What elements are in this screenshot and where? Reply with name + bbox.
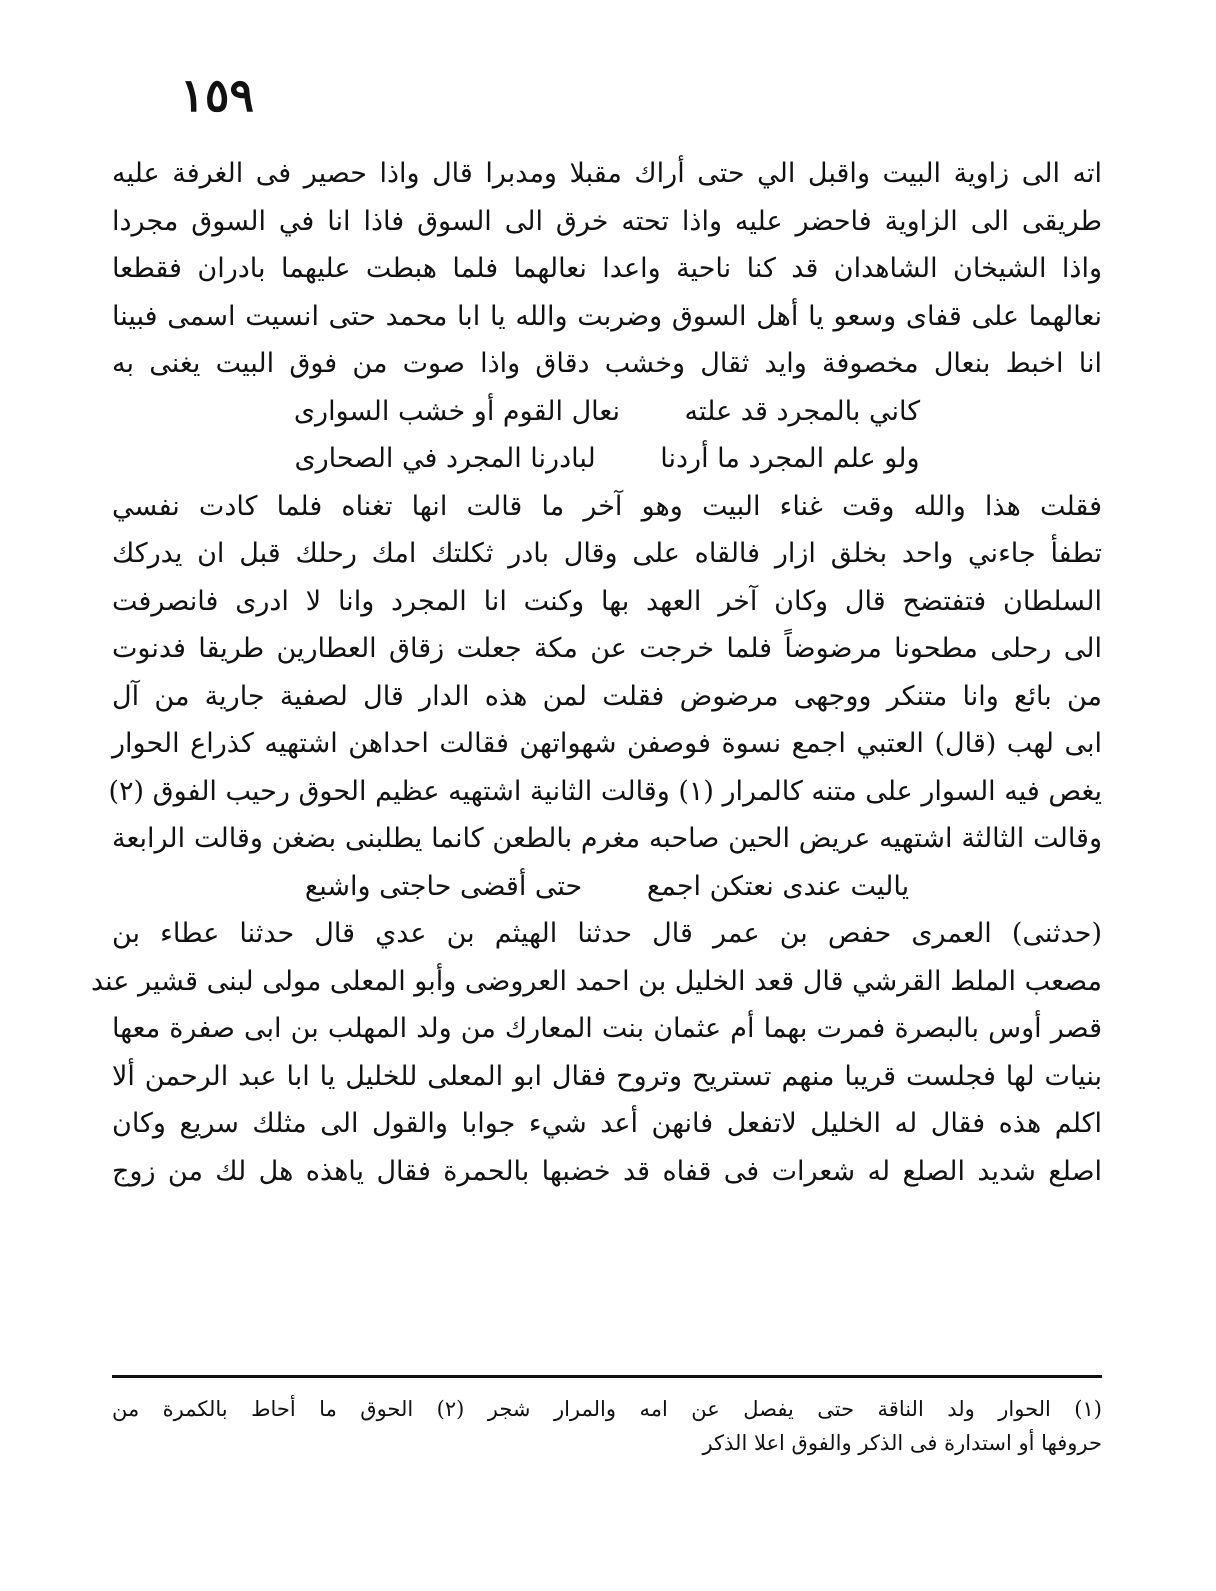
text-line: الى رحلى مطحونا مرضوضاً فلما خرجت عن مكة جعلت زقاق العطارين طريقا فدنوت xyxy=(112,633,1102,664)
text-line: ابى لهب (قال) العتبي اجمع نسوة فوصفن شهواتهن فقالت احداهن اشتهيه كذراع الحوار xyxy=(112,728,1102,759)
text-line: تطفأ جاءني واحد بخلق ازار فالقاه على وقال بادر ثكلتك امك رحلك قبل ان يدركك xyxy=(112,538,1102,569)
text-line: انا اخبط بنعال مخصوفة وايد ثقال وخشب دقاق واذا صوت من فوق البيت يغنى به xyxy=(112,348,1102,379)
text-line: السلطان فتفتضح قال وكان آخر العهد بها وكنت انا المجرد وانا لا ادرى فانصرفت xyxy=(112,585,1102,617)
verse-line xyxy=(112,863,1102,911)
text-line: يغص فيه السوار على متنه كالمرار (١) وقالت الثانية اشتهيه عظيم الحوق رحيب الفوق (٢) xyxy=(108,775,1102,807)
text-line: اته الى زاوية البيت واقبل الي حتى أراك مقبلا ومدبرا قال واذا حصير فى الغرفة عليه xyxy=(112,158,1102,189)
text-line: مصعب الملط القرشي قال قعد الخليل بن احمد العروضى وأبو المعلى مولى لبنى قشير عند xyxy=(90,965,1102,997)
footnote-divider xyxy=(112,1375,1102,1378)
text-line: اكلم هذه فقال له الخليل لاتفعل فانهن أعد شيء جوابا والقول الى مثلك سريع وكان xyxy=(112,1108,1102,1139)
page-number: ١٥٩ xyxy=(180,68,255,122)
text-line: بنيات لها فجلست قريبا منهم تستريح وتروح فقال ابو المعلى للخليل يا ابا عبد الرحمن ألا xyxy=(112,1060,1102,1092)
text-line: اصلع شديد الصلع له شعرات فى قفاه قد خضبها بالحمرة فقال ياهذه هل لك من زوج xyxy=(112,1155,1102,1187)
text-line: نعالهما على قفاى وسعو يا أهل السوق وضربت والله يا ابا محمد حتى انسيت اسمى فبينا xyxy=(112,300,1102,332)
footnote-line: حروفها أو استدارة فى الذكر والفوق اعلا الذكر xyxy=(702,1431,1102,1455)
verse-hemistich-left: نعال القوم أو خشب السوارى xyxy=(293,395,620,427)
footnotes xyxy=(112,1392,1102,1460)
verse-hemistich-right: كاني بالمجرد قد علته xyxy=(684,395,921,427)
text-line: وقالت الثالثة اشتهيه عريض الحين صاحبه مغرم بالطعن كانما يطلبنى بضغن وقالت الرابعة xyxy=(112,823,1102,854)
verse-line xyxy=(112,388,1102,436)
body-text xyxy=(90,150,1102,1195)
verse-hemistich-left: حتى أقضى حاجتى واشبع xyxy=(304,870,583,902)
verse-hemistich-right: ياليت عندى نعتكن اجمع xyxy=(646,870,910,902)
text-line: (حدثنى) العمرى حفص بن عمر قال حدثنا الهيثم بن عدي قال حدثنا عطاء بن xyxy=(112,918,1102,949)
verse-hemistich-left: لبادرنا المجرد في الصحارى xyxy=(294,443,596,474)
text-line: قصر أوس بالبصرة فمرت بهما أم عثمان بنت المعارك من ولد المهلب بن ابى صفرة معها xyxy=(112,1013,1102,1044)
verse-hemistich-right: ولو علم المجرد ما أردنا xyxy=(660,443,920,474)
verse-line xyxy=(112,435,1102,483)
footnote-line: (١) الحوار ولد الناقة حتى يفصل عن امه والمرار شجر (٢) الحوق ما أحاط بالكمرة من xyxy=(112,1397,1102,1421)
text-line: من بائع وانا متنكر ووجهى مرضوض فقلت لمن هذه الدار قال لصفية جارية من آل xyxy=(112,680,1102,712)
text-line: طريقى الى الزاوية فاحضر عليه واذا تحته خرق الى السوق فاذا انا في السوق مجردا xyxy=(112,205,1102,237)
text-line: فقلت هذا والله وقت غناء البيت وهو آخر ما قالت انها تغناه فلما كادت نفسي xyxy=(112,490,1102,522)
text-line: واذا الشيخان الشاهدان قد كنا ناحية واعدا نعالهما فلما هبطت عليهما بادران فقطعا xyxy=(112,253,1102,284)
